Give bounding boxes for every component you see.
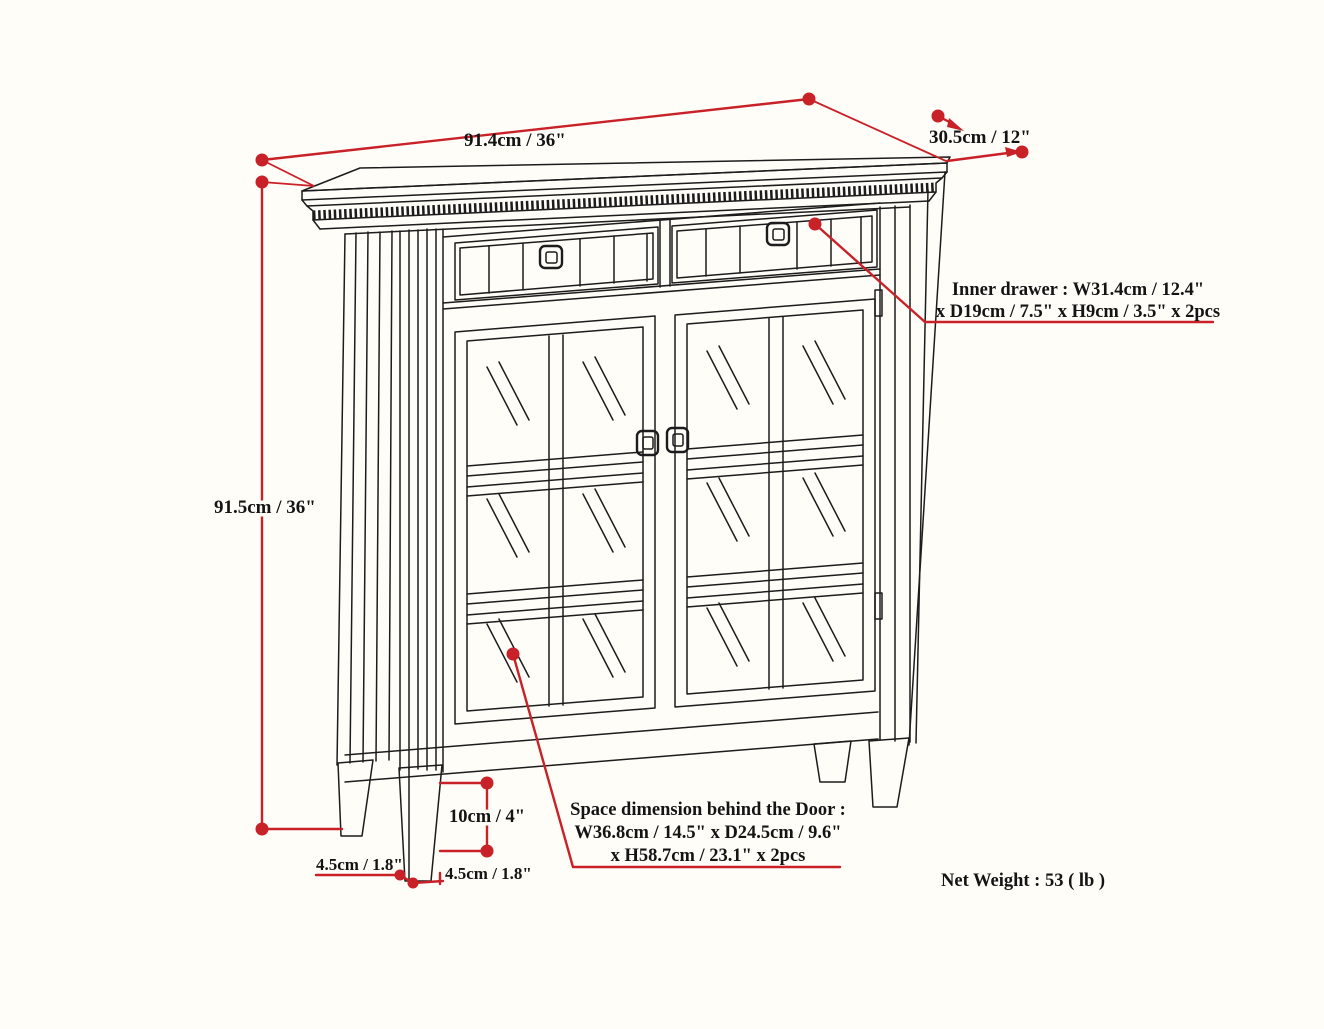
dim-foot-left-label: 4.5cm / 1.8": [316, 855, 403, 874]
rear-right-leg: [814, 741, 851, 782]
dim-leg-height-label: 10cm / 4": [449, 807, 526, 827]
front-left-leg: [399, 765, 442, 881]
width-dimension-line: [256, 93, 947, 187]
door-space-note-line-3: x H58.7cm / 23.1" x 2pcs: [610, 846, 806, 866]
dim-top-depth-label: 30.5cm / 12": [929, 127, 1031, 148]
crown-molding: [302, 172, 947, 234]
right-door-knob: [667, 428, 688, 452]
dim-top-width-label: 91.4cm / 36": [464, 130, 566, 151]
door-hinge-bottom: [875, 593, 882, 619]
net-weight-label: Net Weight : 53 ( lb ): [941, 871, 1106, 891]
door-space-note-line-2: W36.8cm / 14.5" x D24.5cm / 9.6": [574, 823, 842, 843]
door-hinge-top: [875, 290, 882, 316]
left-door: [455, 316, 658, 724]
cabinet-top: [302, 157, 950, 200]
inner-drawer-note-line-2: x D19cm / 7.5" x H9cm / 3.5" x 2pcs: [935, 302, 1221, 322]
right-door: [667, 299, 875, 707]
door-space-note-line-1: Space dimension behind the Door :: [570, 800, 846, 820]
right-drawer-knob: [767, 223, 789, 245]
front-right-leg: [869, 738, 909, 807]
inner-drawer-note-line-1: Inner drawer : W31.4cm / 12.4": [951, 280, 1205, 300]
left-drawer-knob: [540, 246, 562, 268]
cabinet-sides: [337, 172, 945, 772]
glass-reflection-marks: [487, 341, 845, 682]
cabinet-line-drawing: [302, 157, 950, 881]
bottom-rail: [345, 712, 878, 782]
dim-height-label: 91.5cm / 36": [214, 497, 316, 518]
dim-foot-right-label: 4.5cm / 1.8": [445, 864, 532, 883]
rear-left-leg: [338, 760, 373, 836]
